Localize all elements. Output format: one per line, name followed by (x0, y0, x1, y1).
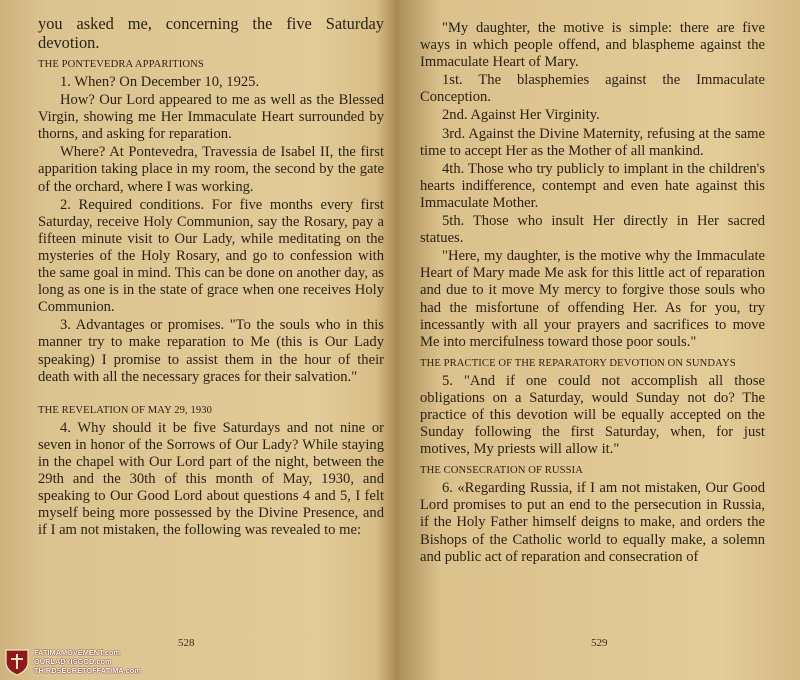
page-number: 529 (591, 637, 608, 649)
paragraph: 1st. The blasphemies against the Immaculate Conception. (420, 72, 765, 106)
watermark-line: FATIMAMOVEMENT.com (34, 648, 121, 657)
page-number: 528 (178, 637, 195, 649)
paragraph: Where? At Pontevedra, Travessia de Isabel II, the first apparition taking place in my room, the second by the gate of the orchard, where I was working. (38, 144, 384, 195)
watermark-line: OURLADYISGOD.com (34, 657, 112, 666)
paragraph: How? Our Lord appeared to me as well as the Blessed Virgin, showing me Her Immaculate Heart surrounded by thorns, and asking for reparation. (38, 92, 384, 143)
paragraph: 5. "And if one could not accomplish all those obligations on a Saturday, would Sunday not do? The practice of this devotion will be equally accepted on the Sunday following the first Saturday, when, for just motives, My priests will allow it." (420, 372, 765, 458)
paragraph: "Here, my daughter, is the motive why the Immaculate Heart of Mary made Me ask for this little act of reparation and due to it move My mercy to forgive those souls who had the misfortune of offending Her. As for you, try incessantly with all your prayers and sacrifices to move Me into mercifulness toward those poor souls." (420, 248, 765, 350)
section-heading: THE REVELATION OF MAY 29, 1930 (38, 404, 213, 416)
section-heading: THE PONTEVEDRA APPARITIONS (38, 59, 204, 70)
left-page-text (38, 14, 384, 540)
paragraph: 2nd. Against Her Virginity. (442, 107, 600, 124)
right-page-text (420, 20, 765, 567)
crest-shield-icon (4, 648, 30, 676)
right-page (401, 0, 800, 680)
paragraph: 5th. Those who insult Her directly in Her sacred statues. (420, 213, 765, 247)
paragraph: 2. Required conditions. For five months every first Saturday, receive Holy Communion, say the Rosary, pay a fifteen minute visit to Our Lady, while meditating on the mysteries of the Holy Rosary, and go to confession with the same goal in mind. This can be done on another day, as long as one is in the state of grace when one receives Holy Communion. (38, 196, 384, 316)
paragraph: 3rd. Against the Divine Maternity, refusing at the same time to accept Her as the Mother of all mankind. (420, 125, 765, 159)
section-heading: THE PRACTICE OF THE REPARATORY DEVOTION ON SUNDAYS (420, 357, 736, 369)
paragraph: 3. Advantages or promises. "To the souls who in this manner try to make reparation to Me (this is Our Lady speaking) I promise to assist them in the hour of their death with all the necessary graces for their salvation." (38, 317, 384, 385)
paragraph: 6. «Regarding Russia, if I am not mistaken, Our Good Lord promises to put an end to the persecution in Russia, if the Holy Father himself deigns to make, and orders the Bishops of the Catholic world to equally make, a solemn and public act of reparation and consecration of (420, 480, 765, 565)
opening-text: you asked me, concerning the five Saturday devotion. (38, 14, 384, 52)
paragraph: 1. When? On December 10, 1925. (60, 74, 260, 90)
paragraph: 4. Why should it be five Saturdays and not nine or seven in honor of the Sorrows of Our Lady? While staying in the chapel with Our Lord part of the night, between the 29th and the 30th of this month of May, 1930, and speaking to Our Good Lord about questions 4 and 5, I felt myself being more possessed by the Divine Presence, and if I am not mistaken, the following was revealed to me: (38, 419, 384, 539)
paragraph: 4th. Those who try publicly to implant in the children's hearts indifference, contempt and even hate against this Immaculate Mother. (420, 160, 765, 211)
paragraph: "My daughter, the motive is simple: there are five ways in which people offend, and blaspheme against the Immaculate Heart of Mary. (420, 20, 765, 71)
watermark-line: THIRDSECRETOFFATIMA.com (34, 666, 141, 675)
site-watermark (4, 648, 154, 678)
section-heading: THE CONSECRATION OF RUSSIA (420, 465, 583, 477)
